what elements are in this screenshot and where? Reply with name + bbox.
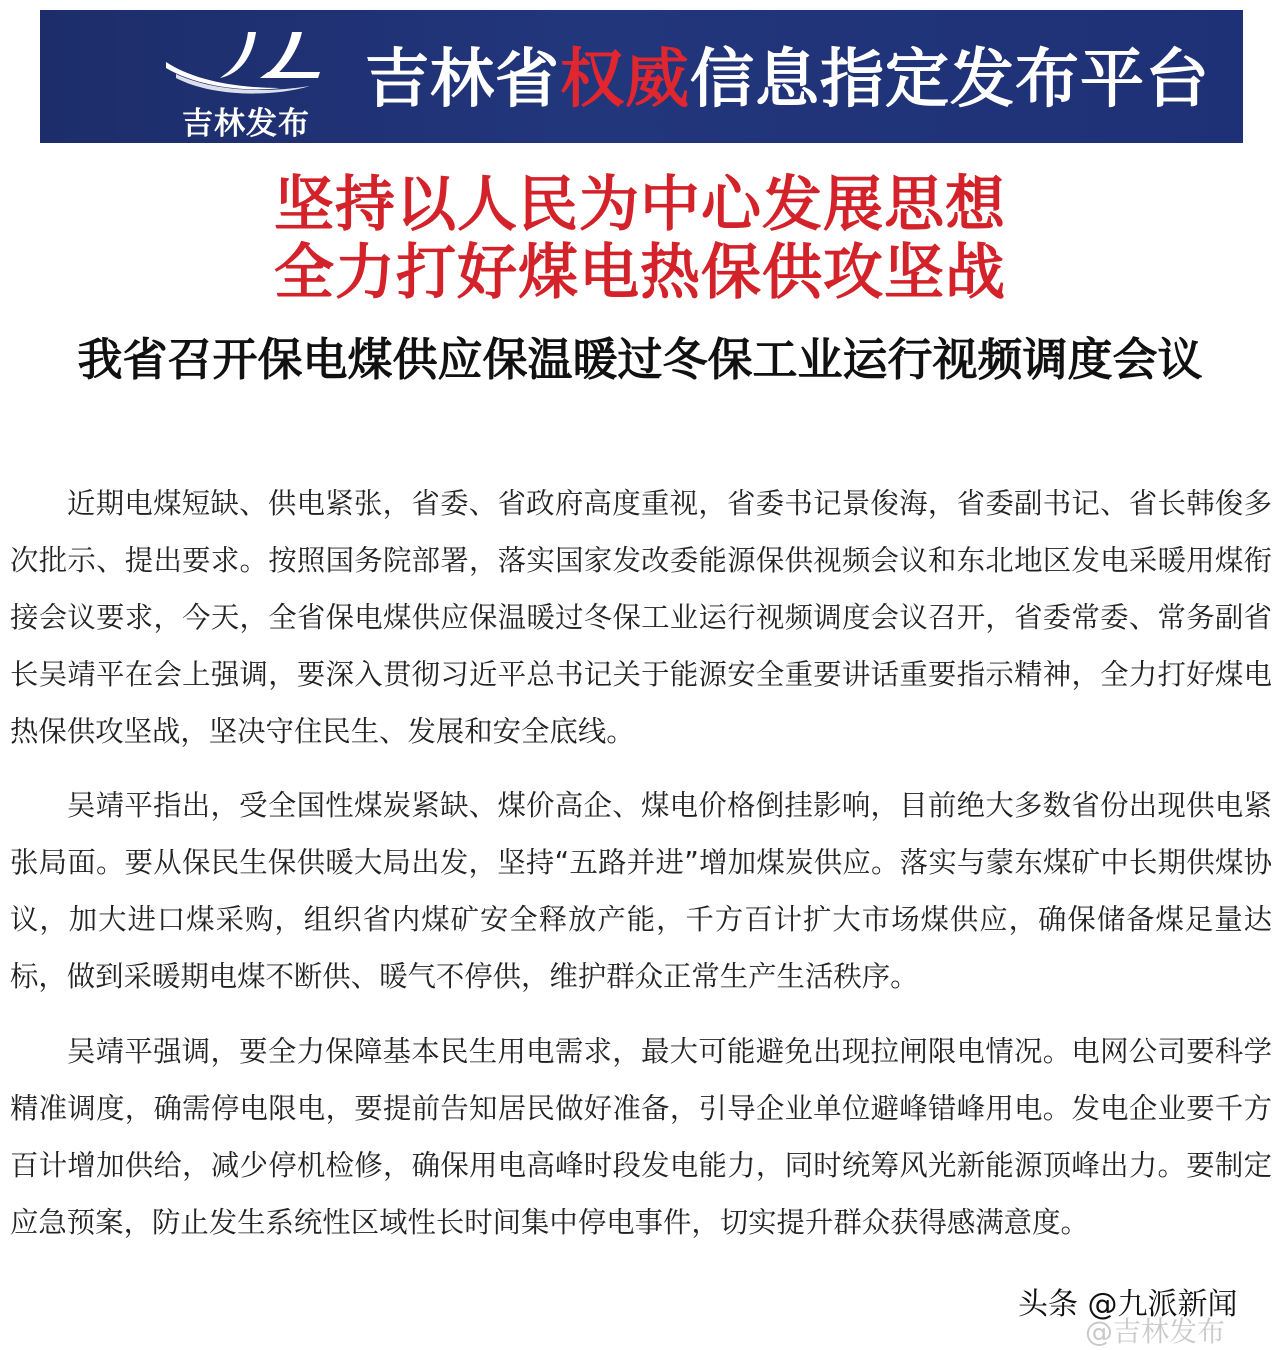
logo-text: 吉林发布: [182, 106, 310, 142]
headline-line-2: 全力打好煤电热保供攻坚战: [274, 238, 1006, 308]
source-watermark: 头条 @九派新闻: [1018, 1287, 1238, 1322]
paragraph-3: 吴靖平强调，要全力保障基本民生用电需求，最大可能避免出现拉闸限电情况。电网公司要科学精准调度，确需停电限电，要提前告知居民做好准备，引导企业单位避峰错峰用电。发电企业要千方百计增加供给，减少停机检修，确保用电高峰时段发电能力，同时统筹风光新能源顶峰出力。要制定应急预案，防止发生系统性区域性长时间集中停电事件，切实提升群众获得感满意度。: [10, 1035, 1272, 1240]
jl-logo-icon: [160, 28, 330, 108]
platform-title-highlight: 权威: [560, 43, 690, 117]
paragraph-1: 近期电煤短缺、供电紧张，省委、省政府高度重视，省委书记景俊海，省委副书记、省长韩俊多次批示、提出要求。按照国务院部署，落实国家发改委能源保供视频会议和东北地区发电采暖用煤衔接会议要求，今天，全省保电煤供应保温暖过冬保工业运行视频调度会议召开，省委常委、常务副省长吴靖平在会上强调，要深入贯彻习近平总书记关于能源安全重要讲话重要指示精神，全力打好煤电热保供攻坚战，坚决守住民生、发展和安全底线。: [10, 487, 1272, 749]
headline-line-1: 坚持以人民为中心发展思想: [274, 170, 1006, 240]
platform-title: [365, 40, 1210, 120]
header-banner: [40, 10, 1243, 143]
platform-title-part-3: 信息指定发布平台: [690, 43, 1210, 117]
platform-title-part-1: 吉林省: [365, 43, 560, 117]
source-watermark-faint: @吉林发布: [1085, 1315, 1226, 1348]
paragraph-2: 吴靖平指出，受全国性煤炭紧缺、煤价高企、煤电价格倒挂影响，目前绝大多数省份出现供电紧张局面。要从保民生保供暖大局出发，坚持“五路并进”增加煤炭供应。落实与蒙东煤矿中长期供煤协议，加大进口煤采购，组织省内煤矿安全释放产能，千方百计扩大市场煤供应，确保储备煤足量达标，做到采暖期电煤不断供、暖气不停供，维护群众正常生产生活秩序。: [10, 789, 1272, 994]
jilin-fabu-logo: [160, 28, 330, 142]
article-subtitle: 我省召开保电煤供应保温暖过冬保工业运行视频调度会议: [77, 333, 1203, 386]
